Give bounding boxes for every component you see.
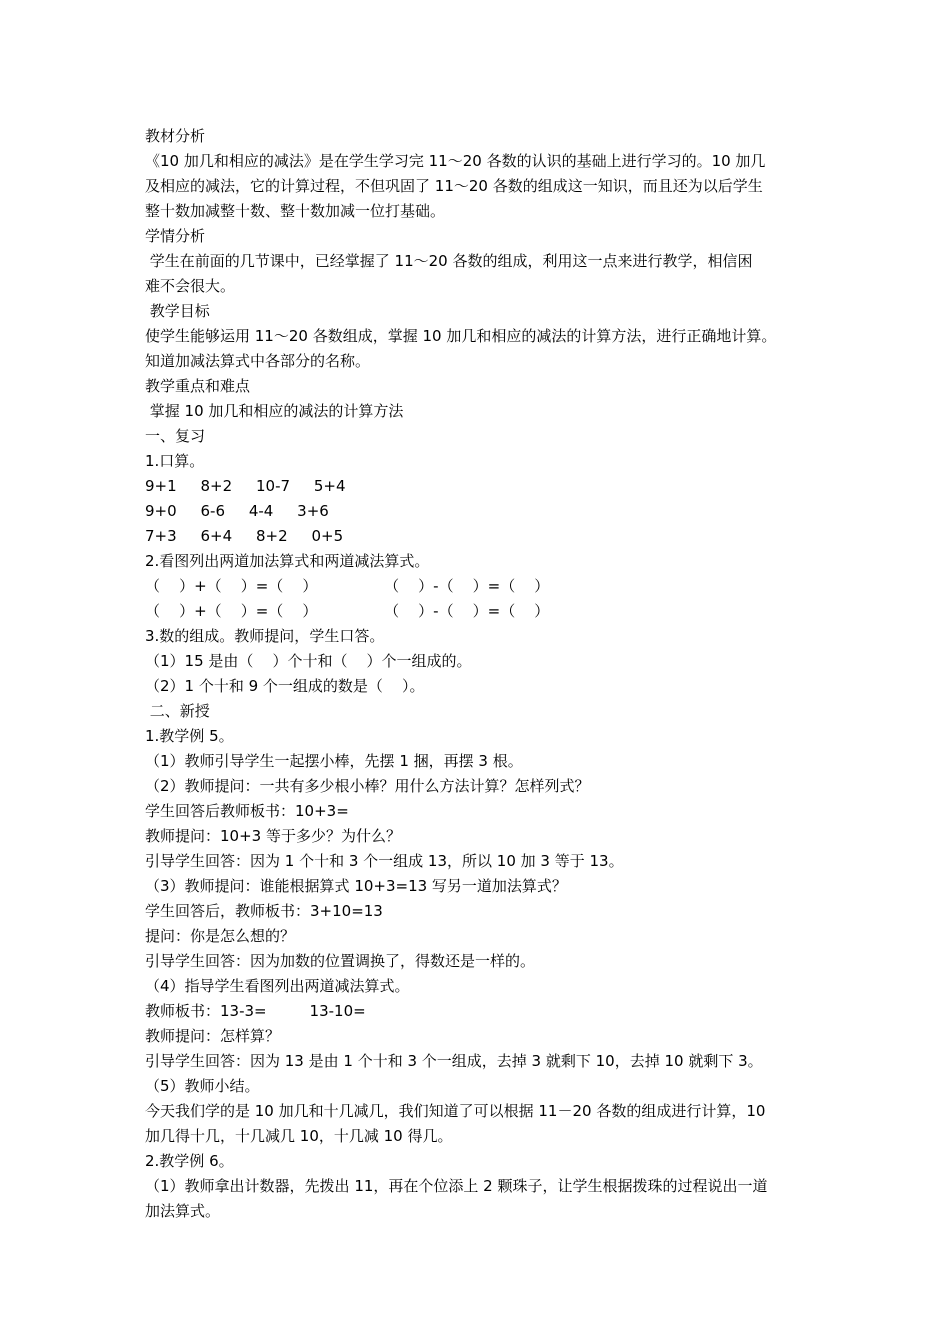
text-line: 掌握 10 加几和相应的减法的计算方法 — [145, 402, 404, 420]
text-line: 教学重点和难点 — [145, 377, 251, 395]
text-line: 3.数的组成。教师提问，学生口答。 — [145, 627, 385, 645]
text-line: （ ）+（ ）=（ ） （ ）-（ ）=（ ） — [145, 577, 550, 595]
text-line: 9+0 6-6 4-4 3+6 — [145, 502, 329, 520]
text-line: （1）15 是由（ ）个十和（ ）个一组成的。 — [145, 652, 472, 670]
text-line: 9+1 8+2 10-7 5+4 — [145, 477, 346, 495]
text-line: （1）教师引导学生一起摆小棒，先摆 1 捆，再摆 3 根。 — [145, 752, 523, 770]
text-line: 学生在前面的几节课中，已经掌握了 11～20 各数的组成，利用这一点来进行教学，相信困 — [145, 252, 753, 270]
text-line: 难不会很大。 — [145, 277, 236, 295]
text-line: 2.教学例 6。 — [145, 1152, 234, 1170]
text-line: 1.教学例 5。 — [145, 727, 234, 745]
text-line: 引导学生回答：因为加数的位置调换了，得数还是一样的。 — [145, 952, 536, 970]
text-line: 引导学生回答：因为 13 是由 1 个十和 3 个一组成，去掉 3 就剩下 10，去掉 10 就剩下 3。 — [145, 1052, 763, 1070]
text-line: （ ）+（ ）=（ ） （ ）-（ ）=（ ） — [145, 602, 550, 620]
document-body — [145, 124, 825, 1224]
text-line: 及相应的减法，它的计算过程，不但巩固了 11～20 各数的组成这一知识，而且还为以后学生 — [145, 177, 763, 195]
text-line: 教师提问：怎样算？ — [145, 1027, 281, 1045]
text-line: 教师板书：13-3= 13-10= — [145, 1002, 366, 1020]
text-line: 整十数加减整十数、整十数加减一位打基础。 — [145, 202, 446, 220]
text-line: 知道加减法算式中各部分的名称。 — [145, 352, 371, 370]
text-line: 学生回答后教师板书：10+3= — [145, 802, 349, 820]
text-line: 2.看图列出两道加法算式和两道减法算式。 — [145, 552, 430, 570]
text-line: 一、复习 — [145, 427, 206, 445]
text-line: 引导学生回答：因为 1 个十和 3 个一组成 13，所以 10 加 3 等于 13。 — [145, 852, 624, 870]
text-line: 提问：你是怎么想的？ — [145, 927, 296, 945]
text-line: （2）1 个十和 9 个一组成的数是（ ）。 — [145, 677, 425, 695]
text-line: 教材分析 — [145, 127, 206, 145]
text-line: 二、新授 — [145, 702, 210, 720]
text-line: 学情分析 — [145, 227, 206, 245]
text-line: （1）教师拿出计数器，先拨出 11，再在个位添上 2 颗珠子，让学生根据拨珠的过程说出一道 — [145, 1177, 768, 1195]
text-line: 1.口算。 — [145, 452, 205, 470]
text-line: 7+3 6+4 8+2 0+5 — [145, 527, 344, 545]
text-line: 加法算式。 — [145, 1202, 221, 1220]
text-line: 《10 加几和相应的减法》是在学生学习完 11～20 各数的认识的基础上进行学习的。10 加几 — [145, 152, 766, 170]
text-line: （5）教师小结。 — [145, 1077, 260, 1095]
text-line: 学生回答后，教师板书：3+10=13 — [145, 902, 383, 920]
text-line: 教学目标 — [145, 302, 210, 320]
text-line: （3）教师提问：谁能根据算式 10+3=13 写另一道加法算式？ — [145, 877, 567, 895]
text-line: 使学生能够运用 11～20 各数组成，掌握 10 加几和相应的减法的计算方法，进行正确地计算。 — [145, 327, 777, 345]
text-line: 教师提问：10+3 等于多少？为什么？ — [145, 827, 401, 845]
text-line: （4）指导学生看图列出两道减法算式。 — [145, 977, 410, 995]
text-line: 加几得十几，十几减几 10，十几减 10 得几。 — [145, 1127, 453, 1145]
text-line: 今天我们学的是 10 加几和十几减几，我们知道了可以根据 11－20 各数的组成进行计算，10 — [145, 1102, 766, 1120]
text-line: （2）教师提问：一共有多少根小棒？用什么方法计算？怎样列式？ — [145, 777, 590, 795]
